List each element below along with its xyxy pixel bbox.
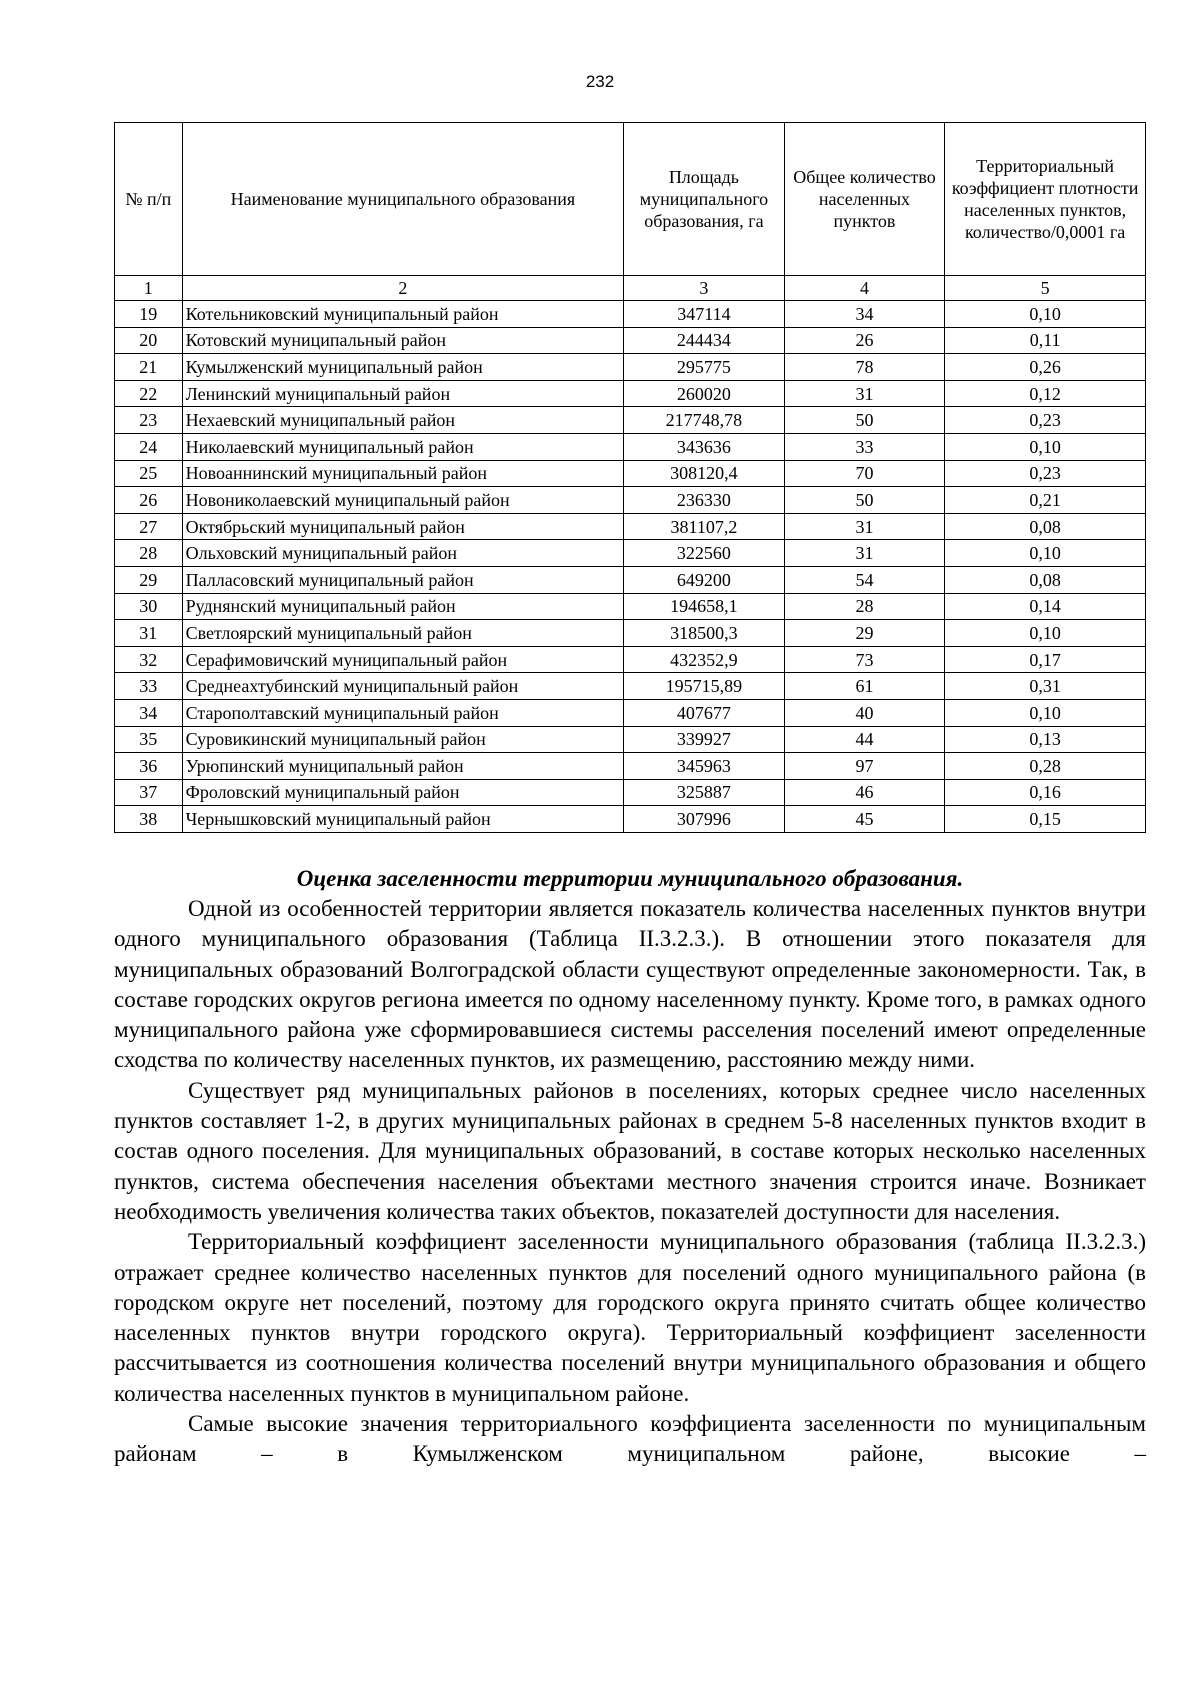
area-value: 308120,4 (624, 460, 785, 487)
paragraph: Территориальный коэффициент заселенности муниципального образования (таблица II.3.2.3.) отражает среднее количество населенных пунктов для поселений одного муниципального района (в городском округе нет поселений, поэтому для городского округа принято считать общее количество населенных пунктов внутри городского округа). Территориальный коэффициент заселенности рассчитывается из соотношения количества поселений внутри муниципального образования и общего количества населенных пунктов в муниципальном районе. (114, 1229, 1146, 1406)
district-name: Котельниковский муниципальный район (182, 301, 624, 328)
table-row (115, 540, 1146, 567)
district-name: Чернышковский муниципальный район (182, 806, 624, 833)
district-name: Светлоярский муниципальный район (182, 620, 624, 647)
density-coefficient: 0,14 (945, 593, 1146, 620)
table-body (115, 301, 1146, 833)
district-name: Урюпинский муниципальный район (182, 753, 624, 780)
district-name: Котовский муниципальный район (182, 327, 624, 354)
table-row (115, 513, 1146, 540)
area-value: 347114 (624, 301, 785, 328)
density-coefficient: 0,11 (945, 327, 1146, 354)
row-number: 37 (115, 779, 183, 806)
table-row (115, 699, 1146, 726)
header-area: Площадь муниципального образования, га (624, 123, 785, 276)
row-number: 24 (115, 433, 183, 460)
density-coefficient: 0,10 (945, 433, 1146, 460)
settlements-count: 28 (784, 593, 945, 620)
column-number: 1 (115, 276, 183, 301)
settlements-count: 33 (784, 433, 945, 460)
row-number: 32 (115, 646, 183, 673)
table-header-row (115, 123, 1146, 276)
density-coefficient: 0,10 (945, 699, 1146, 726)
area-value: 325887 (624, 779, 785, 806)
settlements-count: 31 (784, 540, 945, 567)
density-coefficient: 0,10 (945, 301, 1146, 328)
district-name: Ленинский муниципальный район (182, 380, 624, 407)
table-row (115, 487, 1146, 514)
district-name: Октябрьский муниципальный район (182, 513, 624, 540)
district-name: Ольховский муниципальный район (182, 540, 624, 567)
header-density-coefficient: Территориальный коэффициент плотности населенных пунктов, количество/0,0001 га (945, 123, 1146, 276)
area-value: 195715,89 (624, 673, 785, 700)
density-coefficient: 0,15 (945, 806, 1146, 833)
area-value: 322560 (624, 540, 785, 567)
row-number: 26 (115, 487, 183, 514)
settlements-count: 61 (784, 673, 945, 700)
area-value: 295775 (624, 354, 785, 381)
row-number: 21 (115, 354, 183, 381)
district-name: Руднянский муниципальный район (182, 593, 624, 620)
table-row (115, 460, 1146, 487)
density-coefficient: 0,16 (945, 779, 1146, 806)
district-name: Старополтавский муниципальный район (182, 699, 624, 726)
row-number: 29 (115, 566, 183, 593)
settlements-count: 50 (784, 487, 945, 514)
district-name: Нехаевский муниципальный район (182, 407, 624, 434)
settlements-count: 70 (784, 460, 945, 487)
settlements-count: 78 (784, 354, 945, 381)
area-value: 343636 (624, 433, 785, 460)
row-number: 23 (115, 407, 183, 434)
density-coefficient: 0,21 (945, 487, 1146, 514)
paragraph: Самые высокие значения территориального коэффициента заселенности по муниципальным районам – в Кумылженском муниципальном районе, высокие – (114, 1411, 1146, 1467)
district-name: Палласовский муниципальный район (182, 566, 624, 593)
settlements-count: 45 (784, 806, 945, 833)
settlements-count: 97 (784, 753, 945, 780)
table-row (115, 806, 1146, 833)
area-value: 217748,78 (624, 407, 785, 434)
column-number: 3 (624, 276, 785, 301)
settlements-count: 54 (784, 566, 945, 593)
density-coefficient: 0,23 (945, 407, 1146, 434)
column-number: 2 (182, 276, 624, 301)
header-name: Наименование муниципального образования (182, 123, 624, 276)
table-row (115, 753, 1146, 780)
table-row (115, 646, 1146, 673)
area-value: 649200 (624, 566, 785, 593)
table-row (115, 620, 1146, 647)
settlements-count: 73 (784, 646, 945, 673)
area-value: 236330 (624, 487, 785, 514)
density-coefficient: 0,13 (945, 726, 1146, 753)
column-numbers-row (115, 276, 1146, 301)
row-number: 34 (115, 699, 183, 726)
density-coefficient: 0,12 (945, 380, 1146, 407)
header-number: № п/п (115, 123, 183, 276)
paragraph: Существует ряд муниципальных районов в поселениях, которых среднее число населенных пунктов составляет 1-2, в других муниципальных районах в среднем 5-8 населенных пунктов входит в состав одного поселения. Для муниципальных образований, в составе которых несколько населенных пунктов, система обеспечения населения объектами местного значения строится иначе. Возникает необходимость увеличения количества таких объектов, показателей доступности для населения. (114, 1077, 1146, 1224)
density-coefficient: 0,26 (945, 354, 1146, 381)
table-row (115, 433, 1146, 460)
section-text (114, 864, 1146, 1470)
table-row (115, 301, 1146, 328)
density-coefficient: 0,08 (945, 513, 1146, 540)
area-value: 381107,2 (624, 513, 785, 540)
density-coefficient: 0,10 (945, 540, 1146, 567)
district-name: Новониколаевский муниципальный район (182, 487, 624, 514)
settlements-count: 44 (784, 726, 945, 753)
area-value: 407677 (624, 699, 785, 726)
area-value: 307996 (624, 806, 785, 833)
density-coefficient: 0,31 (945, 673, 1146, 700)
row-number: 35 (115, 726, 183, 753)
settlement-density-table (114, 122, 1146, 833)
page-number: 232 (585, 72, 615, 91)
settlements-count: 31 (784, 513, 945, 540)
section-heading: Оценка заселенности территории муниципального образования. (296, 866, 964, 891)
area-value: 244434 (624, 327, 785, 354)
area-value: 432352,9 (624, 646, 785, 673)
settlements-count: 29 (784, 620, 945, 647)
row-number: 28 (115, 540, 183, 567)
area-value: 318500,3 (624, 620, 785, 647)
district-name: Серафимовичский муниципальный район (182, 646, 624, 673)
density-coefficient: 0,08 (945, 566, 1146, 593)
table-row (115, 327, 1146, 354)
density-coefficient: 0,10 (945, 620, 1146, 647)
table-row (115, 726, 1146, 753)
row-number: 19 (115, 301, 183, 328)
district-name: Николаевский муниципальный район (182, 433, 624, 460)
row-number: 38 (115, 806, 183, 833)
table-row (115, 779, 1146, 806)
table-row (115, 354, 1146, 381)
row-number: 30 (115, 593, 183, 620)
density-coefficient: 0,17 (945, 646, 1146, 673)
district-name: Фроловский муниципальный район (182, 779, 624, 806)
table-row (115, 673, 1146, 700)
settlements-count: 50 (784, 407, 945, 434)
row-number: 27 (115, 513, 183, 540)
row-number: 31 (115, 620, 183, 647)
density-coefficient: 0,23 (945, 460, 1146, 487)
area-value: 260020 (624, 380, 785, 407)
district-name: Среднеахтубинский муниципальный район (182, 673, 624, 700)
table-row (115, 380, 1146, 407)
table-row (115, 593, 1146, 620)
row-number: 33 (115, 673, 183, 700)
settlements-count: 26 (784, 327, 945, 354)
settlements-count: 40 (784, 699, 945, 726)
table-row (115, 566, 1146, 593)
table-row (115, 407, 1146, 434)
district-name: Кумылженский муниципальный район (182, 354, 624, 381)
area-value: 345963 (624, 753, 785, 780)
density-coefficient: 0,28 (945, 753, 1146, 780)
row-number: 20 (115, 327, 183, 354)
paragraph: Одной из особенностей территории является показатель количества населенных пунктов внутри одного муниципального образования (Таблица II.3.2.3.). В отношении этого показателя для муниципальных образований Волгоградской области существуют определенные закономерности. Так, в составе городских округов региона имеется по одному населенному пункту. Кроме того, в рамках одного муниципального района уже сформировавшиеся системы расселения поселений имеют определенные сходства по количеству населенных пунктов, их размещению, расстоянию между ними. (114, 896, 1146, 1073)
column-number: 4 (784, 276, 945, 301)
area-value: 339927 (624, 726, 785, 753)
settlements-count: 31 (784, 380, 945, 407)
settlements-count: 34 (784, 301, 945, 328)
row-number: 22 (115, 380, 183, 407)
row-number: 25 (115, 460, 183, 487)
district-name: Новоаннинский муниципальный район (182, 460, 624, 487)
row-number: 36 (115, 753, 183, 780)
settlements-count: 46 (784, 779, 945, 806)
column-number: 5 (945, 276, 1146, 301)
area-value: 194658,1 (624, 593, 785, 620)
district-name: Суровикинский муниципальный район (182, 726, 624, 753)
header-settlements-count: Общее количество населенных пунктов (784, 123, 945, 276)
